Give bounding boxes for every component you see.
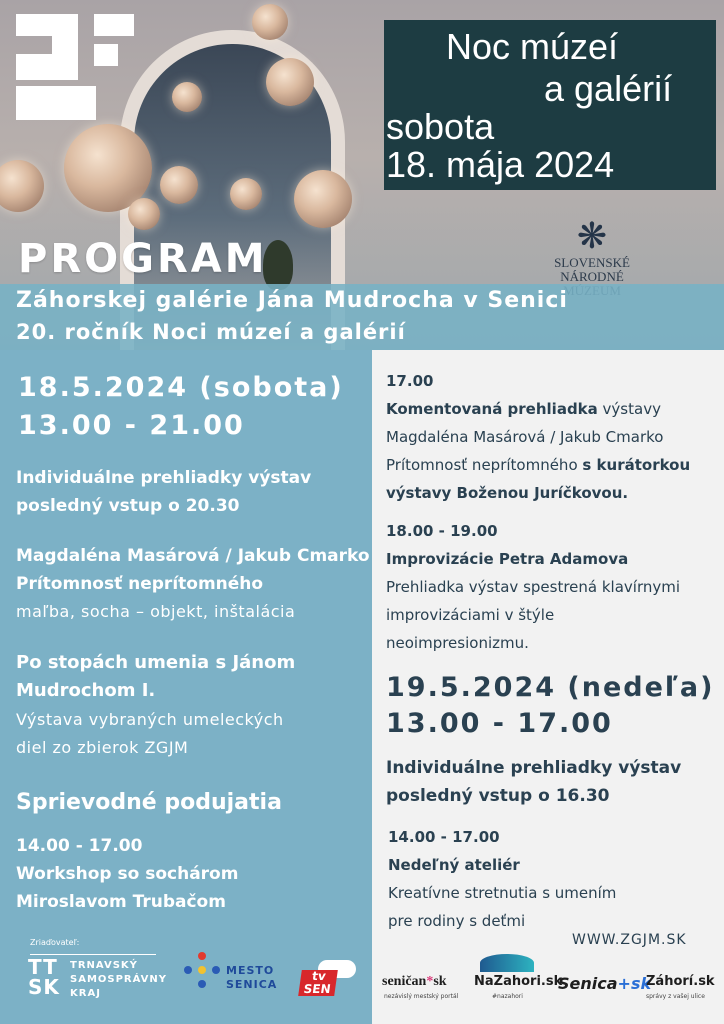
impro-desc: improvizáciami v štýle xyxy=(386,606,555,624)
sunday-date: 19.5.2024 (nedeľa) xyxy=(386,672,715,703)
atelier-desc: pre rodiny s deťmi xyxy=(388,912,526,930)
partner-name: seničan xyxy=(382,974,427,989)
tours-line: Individuálne prehliadky výstav xyxy=(16,468,312,488)
atelier-desc: Kreatívne stretnutia s umením xyxy=(388,884,617,902)
impro-time: 18.00 - 19.00 xyxy=(386,522,498,540)
plus-icon: + xyxy=(617,974,631,993)
partner-logo-senica[interactable] xyxy=(558,974,651,993)
partner-sub: správy z vašej ulice xyxy=(646,993,705,1000)
tour-label: Komentovaná prehliadka xyxy=(386,400,598,418)
title-line: a galérií xyxy=(544,68,673,109)
exhibition-desc: diel zo zbierok ZGJM xyxy=(16,738,189,757)
tour-label-rest: výstavy xyxy=(597,400,661,418)
ttsk-mark-line: TT xyxy=(28,955,58,979)
tour-curator: s kurátorkou xyxy=(582,456,691,474)
workshop-title: Miroslavom Trubačom xyxy=(16,892,226,912)
ttsk-name-line: KRAJ xyxy=(70,988,101,999)
title-line: 18. mája 2024 xyxy=(386,144,615,185)
tour-exhibition: Prítomnosť neprítomného xyxy=(386,456,583,474)
workshop-title: Workshop so sochárom xyxy=(16,864,239,884)
program-label: PROGRAM xyxy=(18,236,268,282)
partner-logo-nazahori[interactable]: NaZahori.sk xyxy=(474,974,563,989)
partner-logo-zahori[interactable]: Záhorí.sk xyxy=(646,974,715,989)
tv-sen-logo xyxy=(300,960,356,996)
partner-sub: nezávislý mestský portál xyxy=(384,993,459,1000)
mesto-senica-logo xyxy=(184,952,284,1002)
exhibition-title: Prítomnosť neprítomného xyxy=(16,574,264,594)
tour-time: 17.00 xyxy=(386,372,434,390)
zgjm-logo xyxy=(16,14,134,124)
logo-dot xyxy=(198,966,206,974)
website-link[interactable]: WWW.ZGJM.SK xyxy=(572,932,687,948)
exhibition-title: Mudrochom I. xyxy=(16,680,156,701)
exhibition-desc: maľba, socha – objekt, inštalácia xyxy=(16,602,296,621)
logo-dot xyxy=(212,966,220,974)
museum-logo-line: NÁRODNÉ xyxy=(560,269,624,284)
moon xyxy=(252,4,288,40)
tv-badge-line: tv xyxy=(311,969,327,983)
logo-dot xyxy=(198,952,206,960)
sunday-time: 13.00 - 17.00 xyxy=(386,708,613,739)
saturday-time: 13.00 - 21.00 xyxy=(18,410,245,441)
snowflake-icon: ❋ xyxy=(576,216,608,256)
moon xyxy=(294,170,352,228)
ttsk-mark xyxy=(28,957,60,997)
saturday-panel xyxy=(0,350,372,1024)
exhibition-title: Po stopách umenia s Jánom xyxy=(16,652,296,673)
moon xyxy=(266,58,314,106)
tours-line: posledný vstup o 20.30 xyxy=(16,496,240,516)
mesto-name-line: MESTO xyxy=(226,964,275,977)
impro-desc: Prehliadka výstav spestrená klavírnymi xyxy=(386,578,681,596)
side-events-heading: Sprievodné podujatia xyxy=(16,790,282,815)
museum-logo-line: SLOVENSKÉ xyxy=(554,255,630,270)
atelier-title: Nedeľný ateliér xyxy=(388,856,520,874)
tour-line xyxy=(386,400,661,418)
moon xyxy=(128,198,160,230)
ttsk-mark-line: SK xyxy=(28,975,60,999)
gallery-name: Záhorskej galérie Jána Mudrocha v Senici xyxy=(16,288,568,313)
edition-label: 20. ročník Noci múzeí a galérií xyxy=(16,320,406,344)
gallery-band xyxy=(0,284,724,350)
exhibition-desc: Výstava vybraných umeleckých xyxy=(16,710,284,729)
logo-dot xyxy=(198,980,206,988)
partner-sub: #nazahori xyxy=(492,993,523,1000)
impro-desc: neoimpresionizmu. xyxy=(386,634,529,652)
tour-line xyxy=(386,456,690,474)
tour-line: výstavy Boženou Juríčkovou. xyxy=(386,484,629,502)
partner-logo-senican[interactable] xyxy=(382,974,447,990)
program-panel xyxy=(372,350,724,1024)
ttsk-logo xyxy=(28,957,188,1007)
mesto-name-line: SENICA xyxy=(226,978,278,991)
title-line: sobota xyxy=(386,106,495,147)
ttsk-name-line: TRNAVSKÝ xyxy=(70,960,138,971)
hero-image xyxy=(0,0,724,350)
event-title-box xyxy=(384,20,716,190)
atelier-time: 14.00 - 17.00 xyxy=(388,828,500,846)
tour-line: Magdaléna Masárová / Jakub Cmarko xyxy=(386,428,664,446)
ttsk-name-line: SAMOSPRÁVNY xyxy=(70,974,168,985)
partner-name: Senica xyxy=(558,974,618,993)
sunday-tours: posledný vstup o 16.30 xyxy=(386,786,610,806)
saturday-date: 18.5.2024 (sobota) xyxy=(18,372,344,403)
exhibition-artists: Magdaléna Masárová / Jakub Cmarko xyxy=(16,546,370,566)
impro-title: Improvizácie Petra Adamova xyxy=(386,550,629,568)
mesto-name xyxy=(226,964,277,992)
sunday-tours: Individuálne prehliadky výstav xyxy=(386,758,682,778)
tv-badge-line: SEN xyxy=(302,982,332,996)
partner-suffix: sk xyxy=(630,974,652,993)
partner-suffix: sk xyxy=(433,974,447,989)
logo-dot xyxy=(184,966,192,974)
asterisk-icon: * xyxy=(426,974,434,989)
moon xyxy=(172,82,202,112)
wave-icon xyxy=(480,954,534,972)
moon xyxy=(160,166,198,204)
title-line: Noc múzeí xyxy=(446,26,619,67)
tv-badge xyxy=(298,970,338,996)
ttsk-name xyxy=(70,959,167,1001)
moon xyxy=(230,178,262,210)
moon xyxy=(0,160,44,212)
founder-label: Zriaďovateľ: xyxy=(30,938,80,947)
workshop-time: 14.00 - 17.00 xyxy=(16,836,143,856)
